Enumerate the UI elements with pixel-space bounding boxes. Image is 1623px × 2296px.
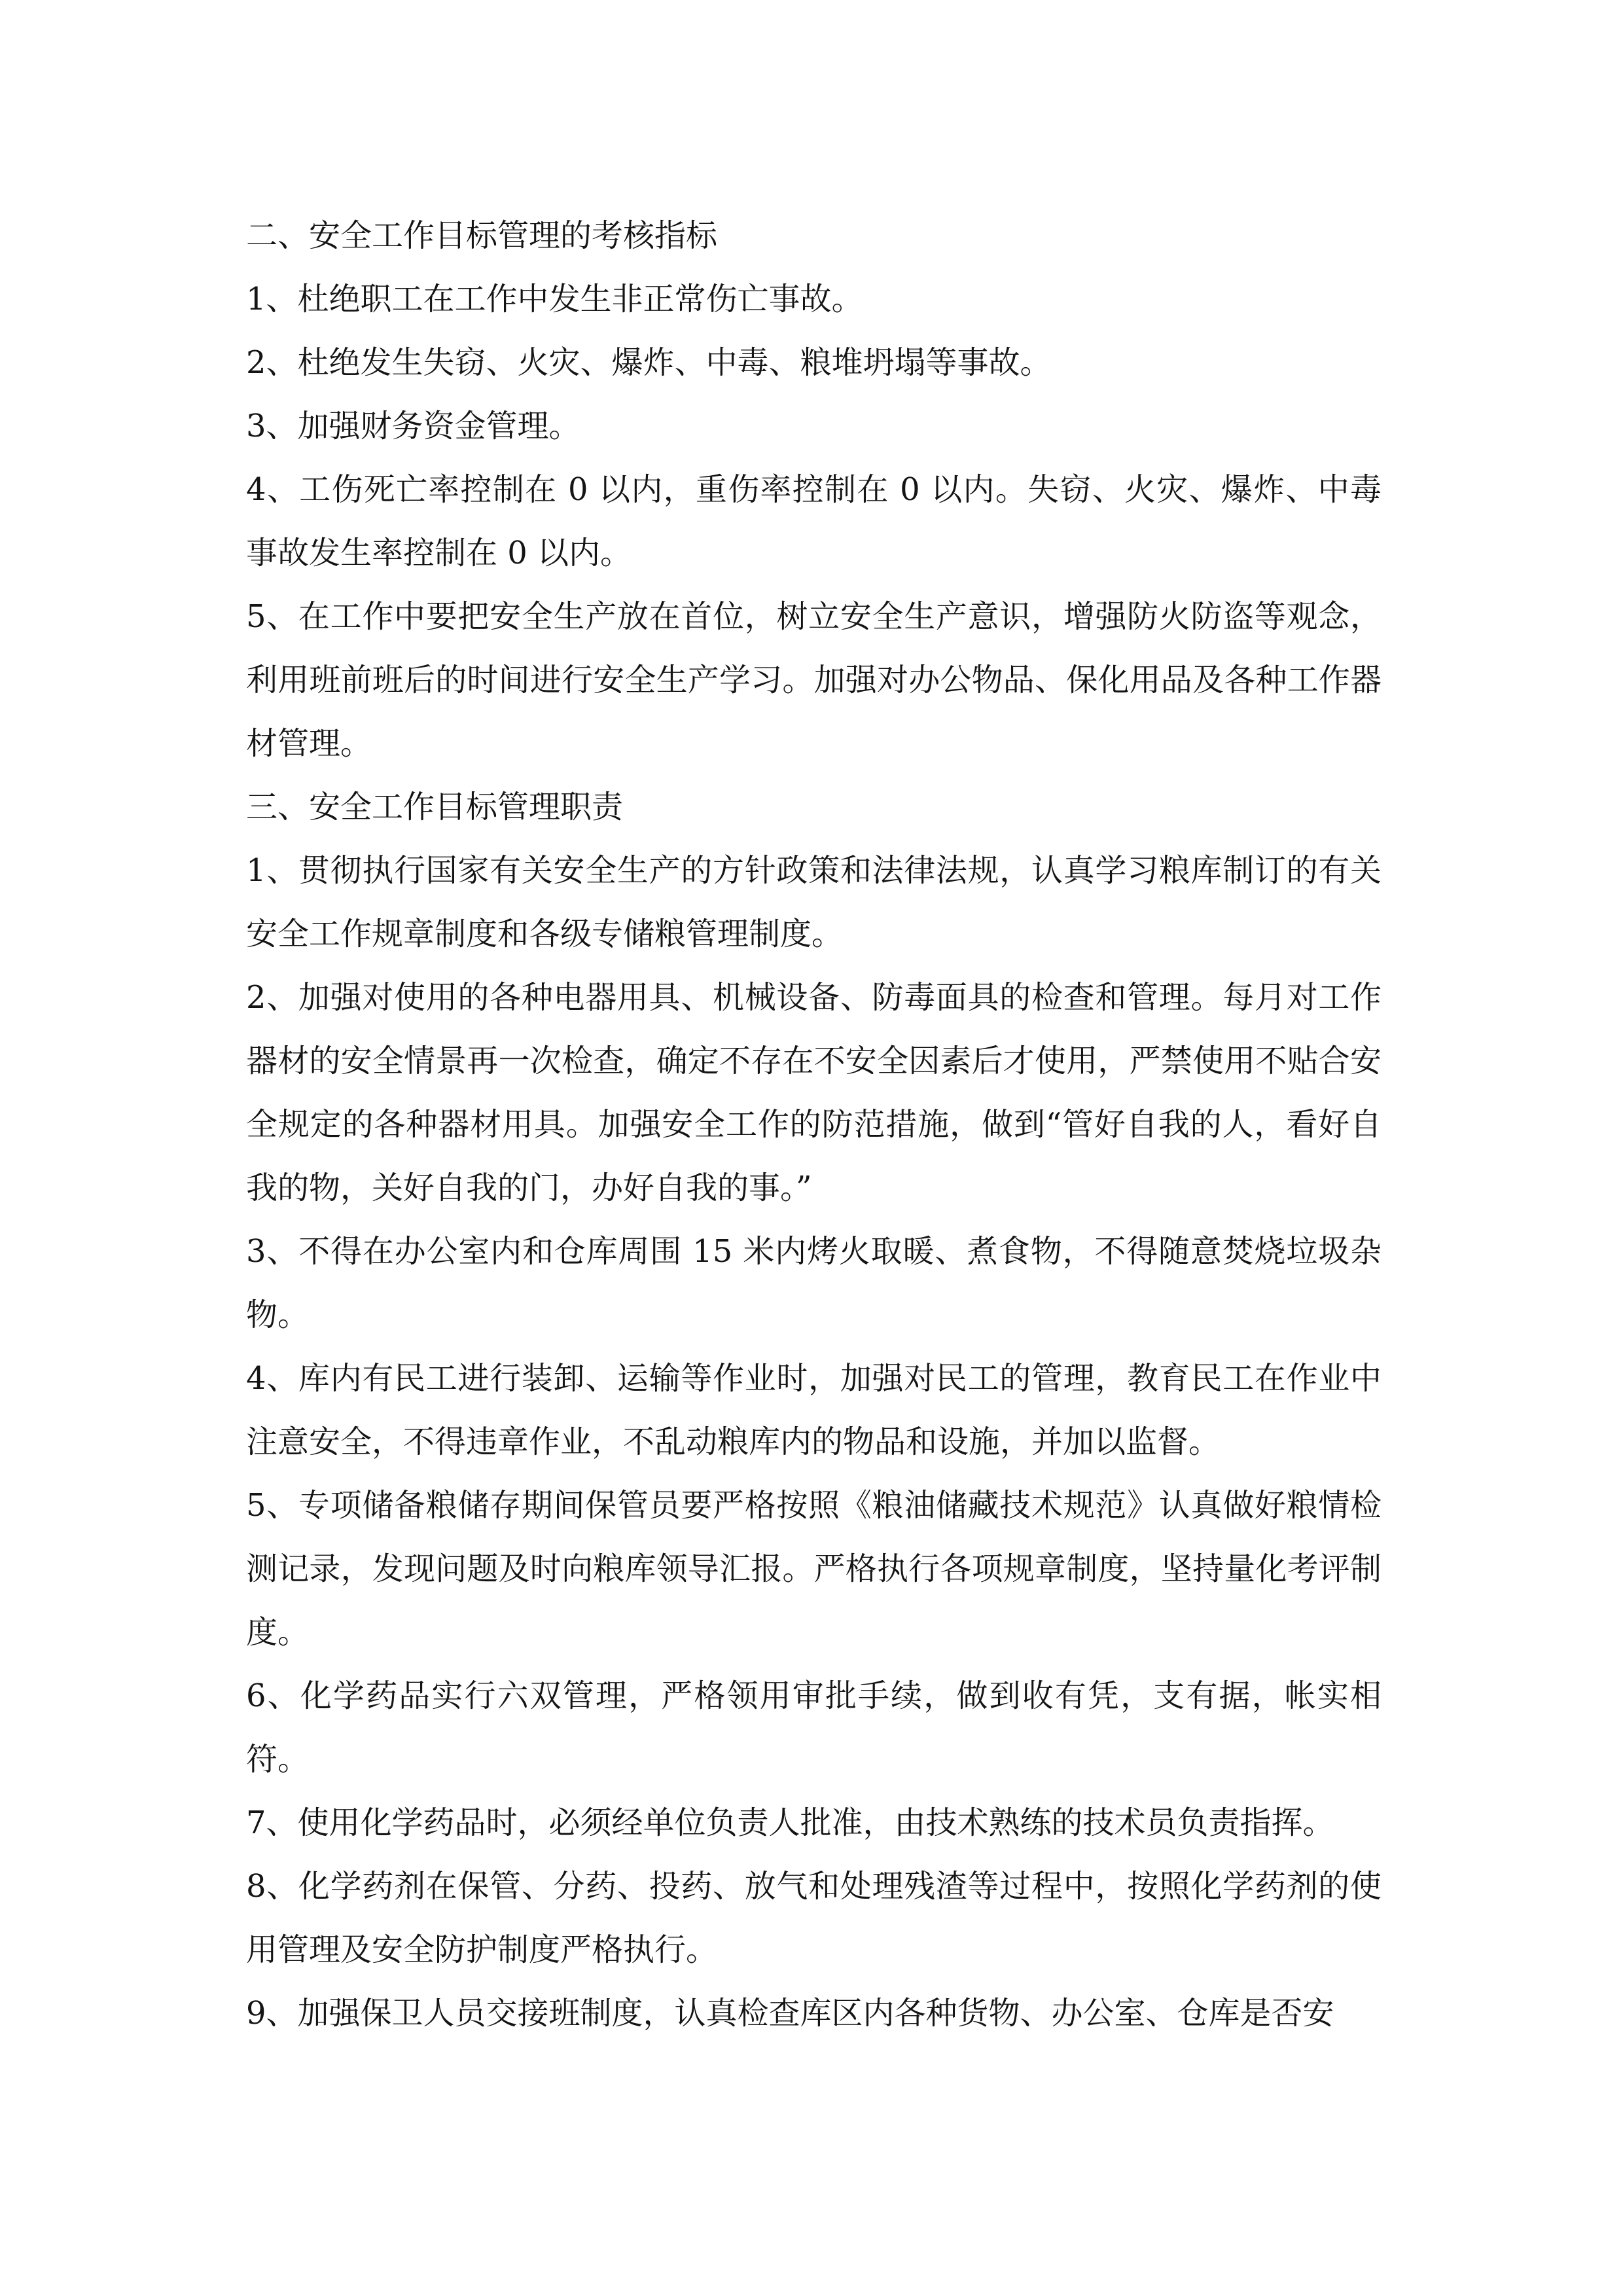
list-item: 5、专项储备粮储存期间保管员要严格按照《粮油储藏技术规范》认真做好粮情检测记录，发现问题及时向粮库领导汇报。严格执行各项规章制度，坚持量化考评制度。 — [246, 1487, 1382, 1651]
section-heading-responsibilities: 三、安全工作目标管理职责 — [246, 789, 624, 825]
list-item: 1、贯彻执行国家有关安全生产的方针政策和法律法规，认真学习粮库制订的有关安全工作规章制度和各级专储粮管理制度。 — [246, 852, 1382, 952]
list-item: 3、不得在办公室内和仓库周围 15 米内烤火取暖、煮食物，不得随意焚烧垃圾杂物。 — [246, 1233, 1382, 1333]
section-heading-assessment-indicators: 二、安全工作目标管理的考核指标 — [246, 217, 718, 254]
list-item: 7、使用化学药品时，必须经单位负责人批准，由技术熟练的技术员负责指挥。 — [246, 1804, 1334, 1841]
document-body — [246, 204, 1382, 2045]
list-item: 8、化学药剂在保管、分药、投药、放气和处理残渣等过程中，按照化学药剂的使用管理及安全防护制度严格执行。 — [246, 1868, 1382, 1968]
list-item: 6、化学药品实行六双管理，严格领用审批手续，做到收有凭，支有据，帐实相符。 — [246, 1677, 1382, 1778]
list-item: 3、加强财务资金管理。 — [246, 408, 580, 444]
list-item: 9、加强保卫人员交接班制度，认真检查库区内各种货物、办公室、仓库是否安 — [246, 1995, 1334, 2032]
list-item: 5、在工作中要把安全生产放在首位，树立安全生产意识，增强防火防盗等观念，利用班前班后的时间进行安全生产学习。加强对办公物品、保化用品及各种工作器材管理。 — [246, 598, 1382, 762]
list-item: 4、库内有民工进行装卸、运输等作业时，加强对民工的管理，教育民工在作业中注意安全，不得违章作业，不乱动粮库内的物品和设施，并加以监督。 — [246, 1360, 1382, 1460]
list-item: 1、杜绝职工在工作中发生非正常伤亡事故。 — [246, 281, 863, 317]
list-item: 4、工伤死亡率控制在 0 以内，重伤率控制在 0 以内。失窃、火灾、爆炸、中毒事故发生率控制在 0 以内。 — [246, 471, 1382, 571]
list-item: 2、加强对使用的各种电器用具、机械设备、防毒面具的检查和管理。每月对工作器材的安全情景再一次检查，确定不存在不安全因素后才使用，严禁使用不贴合安全规定的各种器材用具。加强安全工作的防范措施，做到“管好自我的人，看好自我的物，关好自我的门，办好自我的事。” — [246, 979, 1382, 1206]
list-item: 2、杜绝发生失窃、火灾、爆炸、中毒、粮堆坍塌等事故。 — [246, 344, 1052, 381]
